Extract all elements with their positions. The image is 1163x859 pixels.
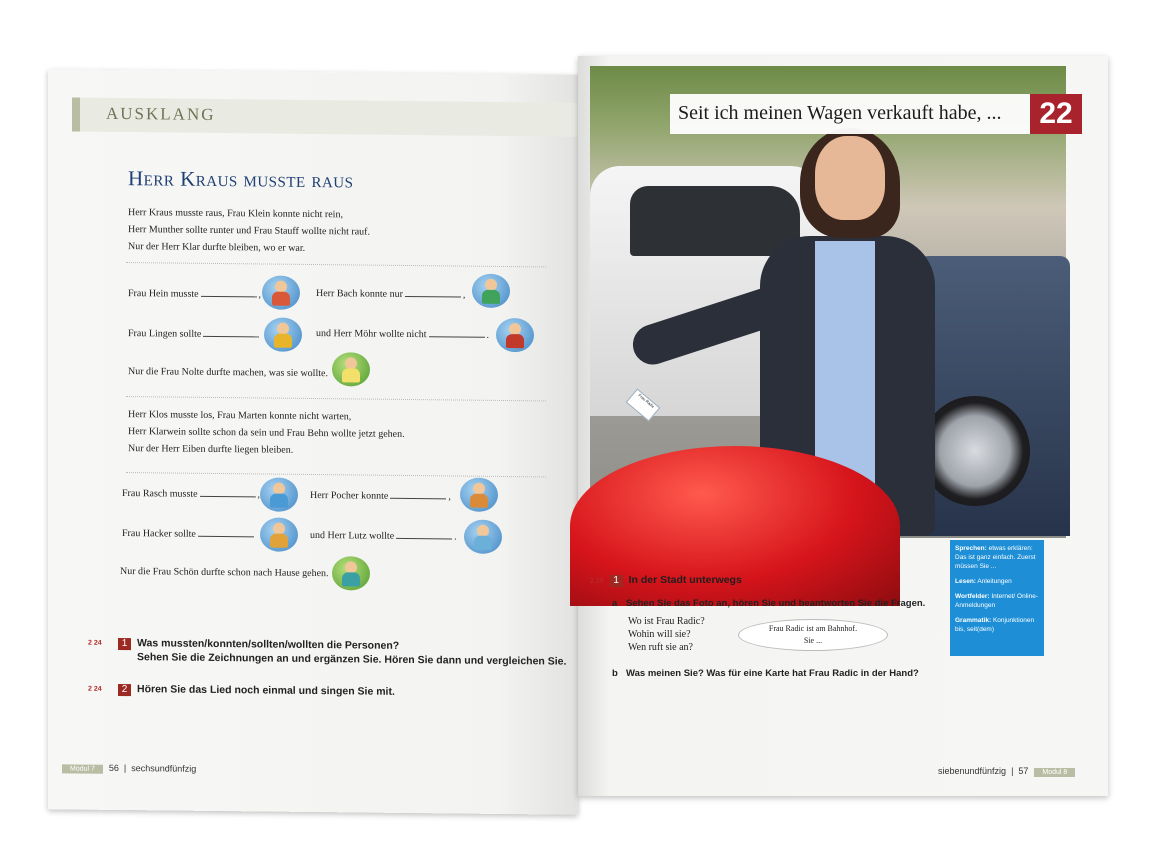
stanza-line: Nur der Herr Eiben durfte liegen bleiben.: [128, 443, 294, 456]
fill-line: [122, 526, 256, 540]
stanza-line: Herr Munther sollte runter und Frau Stauff wollte nicht rauf.: [128, 224, 370, 238]
blank-field[interactable]: [390, 489, 446, 500]
task-instruction: Sehen Sie die Zeichnungen an und ergänzen Sie. Hören Sie dann und vergleichen Sie.: [137, 651, 567, 668]
exercise-heading: [590, 574, 742, 587]
woman-face: [815, 136, 885, 220]
person-illustration: [472, 274, 510, 308]
person-illustration: [262, 275, 300, 309]
part-instruction: Was meinen Sie? Was für eine Karte hat Frau Radic in der Hand?: [626, 668, 919, 679]
car-wheel: [920, 396, 1030, 506]
lesson-photo: [590, 66, 1073, 538]
divider: [126, 472, 546, 477]
part-instruction: Sehen Sie das Foto an, hören Sie und beantworten Sie die Fragen.: [626, 598, 926, 609]
goal-item: [955, 616, 1039, 634]
bubble-text: Sie ...: [803, 636, 823, 645]
goal-label: Wortfelder:: [955, 593, 990, 600]
goal-item: [955, 577, 1039, 586]
audio-track-icon: 2 25: [590, 578, 604, 585]
fill-line: und Herr Möhr wollte nicht .: [316, 328, 490, 341]
exercise-number: 1: [610, 575, 623, 587]
section-heading: AUSKLANG: [106, 103, 216, 124]
page-footer: siebenundfünfzig | 57 Modul 8: [938, 766, 1075, 777]
goal-text: Konjunktionen bis, seit(dem): [955, 617, 1035, 633]
left-page: [48, 69, 578, 815]
fill-text: und Herr Lutz wollte: [310, 529, 395, 542]
task-instruction: Was mussten/konnten/sollten/wollten die Personen?: [137, 637, 400, 652]
audio-track-icon: 2 24: [88, 685, 102, 693]
blank-field[interactable]: [429, 327, 485, 338]
fill-text: Frau Hacker sollte: [122, 527, 196, 540]
page-number: 57: [1018, 766, 1029, 776]
ticket-text: Frau Radic: [637, 392, 656, 409]
task-number: 1: [118, 638, 131, 650]
task-2: [118, 682, 395, 699]
part-label: b: [612, 668, 618, 679]
song-title: Herr Kraus musste raus: [128, 166, 354, 193]
fill-line: Herr Pocher konnte ,: [310, 489, 451, 503]
exercise-part-b: [612, 668, 919, 679]
speech-bubble: [738, 619, 888, 651]
audio-track-icon: 2 24: [88, 639, 102, 647]
fill-text: Frau Lingen sollte: [128, 328, 202, 340]
task-instruction: Hören Sie das Lied noch einmal und singen Sie mit.: [137, 683, 395, 698]
blank-field[interactable]: [396, 529, 452, 540]
stanza-line: Herr Klos musste los, Frau Marten konnte nicht warten,: [128, 409, 352, 423]
right-page: [578, 56, 1108, 796]
stanza-1: [128, 204, 370, 258]
person-illustration: [264, 317, 302, 351]
page-footer: Modul 7 56 | sechsundfünfzig: [62, 762, 196, 774]
person-illustration: [332, 556, 370, 590]
question: Wohin will sie?: [628, 629, 691, 640]
task-number: 2: [118, 684, 131, 696]
fill-line: Nur die Frau Schön durfte schon nach Hause gehen.: [120, 565, 329, 580]
divider: [126, 396, 546, 401]
person-illustration: [260, 517, 298, 551]
open-textbook: [48, 52, 1108, 812]
question: Wen ruft sie an?: [628, 642, 693, 653]
lesson-title: Seit ich meinen Wagen verkauft habe, ...: [678, 102, 1002, 124]
blank-field[interactable]: [405, 287, 461, 298]
fill-text: Herr Bach konnte nur: [316, 288, 403, 300]
page-number: 56: [108, 762, 119, 773]
person-illustration: [496, 318, 534, 352]
module-tag: Modul 8: [1034, 768, 1075, 777]
blank-field[interactable]: [203, 327, 259, 338]
question: Wo ist Frau Radic?: [628, 616, 705, 627]
exercise-title: In der Stadt unterwegs: [628, 574, 742, 586]
fill-line: Nur die Frau Nolte durfte machen, was sie wollte.: [128, 366, 328, 380]
lesson-goals-box: [950, 540, 1044, 656]
fill-text: Herr Pocher konnte: [310, 489, 389, 502]
person-illustration: [260, 477, 298, 511]
fill-text: Frau Hein musste: [128, 288, 199, 300]
stanza-line: Herr Kraus musste raus, Frau Klein konnte nicht rein,: [128, 207, 343, 221]
page-number-words: siebenundfünfzig: [938, 766, 1007, 776]
page-number-words: sechsundfünfzig: [131, 763, 197, 774]
person-illustration: [332, 352, 370, 386]
stanza-2: [128, 406, 405, 460]
blank-field[interactable]: [201, 287, 257, 298]
white-car-window: [630, 186, 800, 256]
divider: [126, 262, 546, 267]
stanza-line: Nur der Herr Klar durfte bleiben, wo er war.: [128, 241, 306, 254]
stanza-line: Herr Klarwein sollte schon da sein und Frau Behn wollte jetzt gehen.: [128, 426, 405, 440]
exercise-part-a: [612, 598, 925, 609]
fill-line: [128, 326, 261, 340]
goal-label: Sprechen:: [955, 545, 987, 552]
fill-line: Frau Hein musste ,: [128, 288, 262, 301]
goal-item: [955, 544, 1039, 571]
task-1: [118, 636, 566, 669]
fill-text: und Herr Möhr wollte nicht: [316, 328, 427, 341]
goal-item: [955, 592, 1039, 610]
goal-label: Grammatik:: [955, 617, 992, 624]
goal-text: Anleitungen: [977, 578, 1012, 585]
goal-label: Lesen:: [955, 578, 976, 585]
fill-line: Frau Rasch musste ,: [122, 487, 261, 501]
person-illustration: [464, 520, 502, 554]
fill-line: und Herr Lutz wollte .: [310, 529, 457, 543]
blank-field[interactable]: [198, 527, 254, 538]
module-tag: Modul 7: [62, 764, 103, 773]
person-illustration: [460, 478, 498, 512]
fill-line: Herr Bach konnte nur ,: [316, 288, 466, 301]
blank-field[interactable]: [200, 487, 256, 498]
goal-text: etwas erklären: Das ist ganz einfach. Zuerst müssen Sie ...: [955, 545, 1036, 570]
goal-text: Internet/ Online-Anmeldungen: [955, 593, 1038, 609]
bubble-text: Frau Radic ist am Bahnhof.: [768, 624, 858, 633]
fill-text: Frau Rasch musste: [122, 487, 198, 500]
part-label: a: [612, 598, 618, 609]
lesson-number: 22: [1030, 94, 1082, 134]
